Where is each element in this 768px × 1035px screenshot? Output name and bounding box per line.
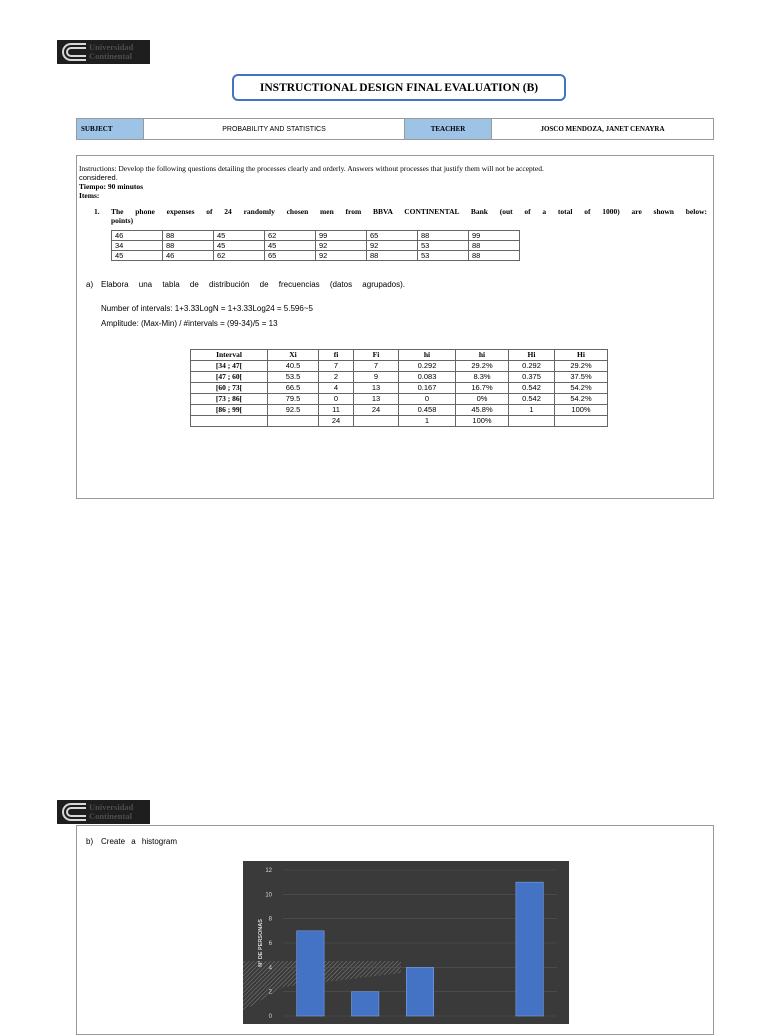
part-b — [86, 837, 177, 846]
freq-cell: 100% — [555, 405, 608, 416]
freq-cell: 24 — [319, 416, 354, 427]
freq-cell — [354, 416, 399, 427]
freq-cell: 2 — [319, 372, 354, 383]
data-cell: 92 — [367, 241, 418, 251]
data-cell: 62 — [265, 231, 316, 241]
y-tick-label: 10 — [265, 892, 272, 899]
data-cell: 45 — [214, 231, 265, 241]
freq-header-cell: Hi — [555, 350, 608, 361]
histogram-bar — [516, 882, 543, 1016]
question-1-number: 1. — [94, 207, 100, 216]
freq-cell: 0.292 — [509, 361, 555, 372]
freq-cell: [47 ; 60[ — [191, 372, 268, 383]
time-text: Tiempo: 90 minutos — [79, 182, 144, 191]
subject-label: SUBJECT — [77, 119, 144, 140]
university-logo-page2 — [57, 800, 150, 824]
freq-cell: 0.542 — [509, 394, 555, 405]
question-1 — [94, 207, 707, 225]
data-cell: 88 — [163, 231, 214, 241]
y-tick-label: 4 — [268, 965, 272, 972]
freq-header-cell: fi — [319, 350, 354, 361]
freq-cell — [268, 416, 319, 427]
freq-cell: 0.542 — [509, 383, 555, 394]
freq-header-cell: hi — [456, 350, 509, 361]
data-cell: 88 — [418, 231, 469, 241]
freq-cell: 45.8% — [456, 405, 509, 416]
logo-mark-icon — [57, 800, 89, 824]
freq-cell: 92.5 — [268, 405, 319, 416]
data-row — [112, 241, 520, 251]
data-cell: 45 — [265, 241, 316, 251]
part-b-label: b) — [86, 837, 94, 846]
data-cell: 34 — [112, 241, 163, 251]
freq-cell: 0 — [319, 394, 354, 405]
histogram-bar — [297, 931, 324, 1016]
freq-cell: 0.458 — [399, 405, 456, 416]
freq-cell: 8.3% — [456, 372, 509, 383]
y-tick-label: 12 — [265, 868, 272, 874]
freq-cell: 1 — [399, 416, 456, 427]
logo-line2: Continental — [89, 51, 132, 61]
freq-cell: 79.5 — [268, 394, 319, 405]
freq-cell — [555, 416, 608, 427]
freq-cell: 7 — [319, 361, 354, 372]
freq-header-cell: Xi — [268, 350, 319, 361]
freq-total-row — [191, 416, 608, 427]
freq-cell: 4 — [319, 383, 354, 394]
freq-cell: 7 — [354, 361, 399, 372]
freq-cell: 29.2% — [555, 361, 608, 372]
y-tick-label: 6 — [268, 941, 272, 947]
freq-cell: 0.375 — [509, 372, 555, 383]
freq-row — [191, 372, 608, 383]
data-cell: 65 — [367, 231, 418, 241]
freq-cell: 11 — [319, 405, 354, 416]
data-row — [112, 231, 520, 241]
histogram-bar — [352, 992, 379, 1016]
freq-cell: 100% — [456, 416, 509, 427]
logo-text — [89, 803, 133, 821]
items-text: Items: — [79, 191, 100, 200]
freq-cell: 54.2% — [555, 383, 608, 394]
freq-row — [191, 405, 608, 416]
freq-cell: 54.2% — [555, 394, 608, 405]
histogram-chart — [243, 861, 569, 1024]
freq-header-cell: hi — [399, 350, 456, 361]
data-cell: 92 — [316, 251, 367, 261]
instructions-block — [79, 164, 709, 200]
freq-cell: 0.083 — [399, 372, 456, 383]
data-cell: 46 — [163, 251, 214, 261]
data-cell: 88 — [163, 241, 214, 251]
y-axis-label: N° DE PERSONAS — [258, 919, 264, 967]
part-b-text: Create a histogram — [101, 837, 178, 846]
intervals-formula: Number of intervals: 1+3.33LogN = 1+3.33Log24 = 5.596~5 — [101, 304, 313, 313]
teacher-label: TEACHER — [405, 119, 492, 140]
histogram-bar — [406, 967, 433, 1016]
freq-cell: 37.5% — [555, 372, 608, 383]
amplitude-formula: Amplitude: (Max-Min) / #intervals = (99-34)/5 = 13 — [101, 319, 278, 328]
freq-cell: 13 — [354, 383, 399, 394]
data-cell: 99 — [469, 231, 520, 241]
data-cell: 92 — [316, 241, 367, 251]
freq-cell: 29.2% — [456, 361, 509, 372]
data-cell: 99 — [316, 231, 367, 241]
logo-line2: Continental — [89, 811, 132, 821]
freq-cell: 1 — [509, 405, 555, 416]
logo-line1: Universidad — [89, 42, 134, 52]
freq-cell: 0% — [456, 394, 509, 405]
data-cell: 88 — [469, 241, 520, 251]
freq-cell: 0.167 — [399, 383, 456, 394]
logo-mark-icon — [57, 40, 89, 64]
data-cell: 45 — [214, 241, 265, 251]
data-cell: 62 — [214, 251, 265, 261]
data-cell: 46 — [112, 231, 163, 241]
freq-row — [191, 394, 608, 405]
freq-cell: 66.5 — [268, 383, 319, 394]
freq-cell: 13 — [354, 394, 399, 405]
freq-cell: [60 ; 73[ — [191, 383, 268, 394]
info-table — [76, 118, 714, 140]
data-cell: 88 — [469, 251, 520, 261]
freq-cell: 0.292 — [399, 361, 456, 372]
exam-title: INSTRUCTIONAL DESIGN FINAL EVALUATION (B) — [232, 74, 566, 101]
freq-cell: [34 ; 47[ — [191, 361, 268, 372]
freq-cell: 40.5 — [268, 361, 319, 372]
question-1-text-cont: points) — [111, 216, 134, 225]
data-cell: 53 — [418, 241, 469, 251]
subject-value: PROBABILITY AND STATISTICS — [144, 119, 405, 140]
freq-row — [191, 383, 608, 394]
y-tick-label: 2 — [268, 989, 272, 996]
freq-cell: 24 — [354, 405, 399, 416]
freq-cell: 53.5 — [268, 372, 319, 383]
data-row — [112, 251, 520, 261]
university-logo — [57, 40, 150, 64]
data-cell: 53 — [418, 251, 469, 261]
logo-text — [89, 43, 133, 61]
teacher-value: JOSCO MENDOZA, JANET CENAYRA — [492, 119, 714, 140]
freq-cell: 0 — [399, 394, 456, 405]
part-a — [86, 280, 405, 289]
expenses-data-table — [111, 230, 520, 261]
part-a-text: Elabora una tabla de distribución de frecuencias (datos agrupados). — [101, 280, 405, 289]
freq-cell — [509, 416, 555, 427]
frequency-table — [190, 349, 608, 427]
instructions-line2: considered. — [79, 173, 118, 182]
freq-cell: 16.7% — [456, 383, 509, 394]
y-tick-label: 0 — [268, 1014, 272, 1020]
freq-cell: [73 ; 86[ — [191, 394, 268, 405]
freq-header-cell: Hi — [509, 350, 555, 361]
part-a-label: a) — [86, 280, 94, 289]
data-cell: 45 — [112, 251, 163, 261]
logo-line1: Universidad — [89, 802, 134, 812]
histogram-svg — [243, 861, 569, 1024]
freq-header-cell: Interval — [191, 350, 268, 361]
instructions-line1: Instructions: Develop the following questions detailing the processes clearly and orderly. Answers without processes that justify them will not be accepted. — [79, 164, 544, 173]
freq-row — [191, 361, 608, 372]
data-cell: 65 — [265, 251, 316, 261]
freq-header-cell: Fi — [354, 350, 399, 361]
freq-cell — [191, 416, 268, 427]
data-cell: 88 — [367, 251, 418, 261]
freq-cell: 9 — [354, 372, 399, 383]
freq-cell: [86 ; 99[ — [191, 405, 268, 416]
y-tick-label: 8 — [268, 916, 272, 923]
question-1-text: The phone expenses of 24 randomly chosen men from BBVA CONTINENTAL Bank (out of a total of 1000) are shown below: — [111, 207, 707, 216]
